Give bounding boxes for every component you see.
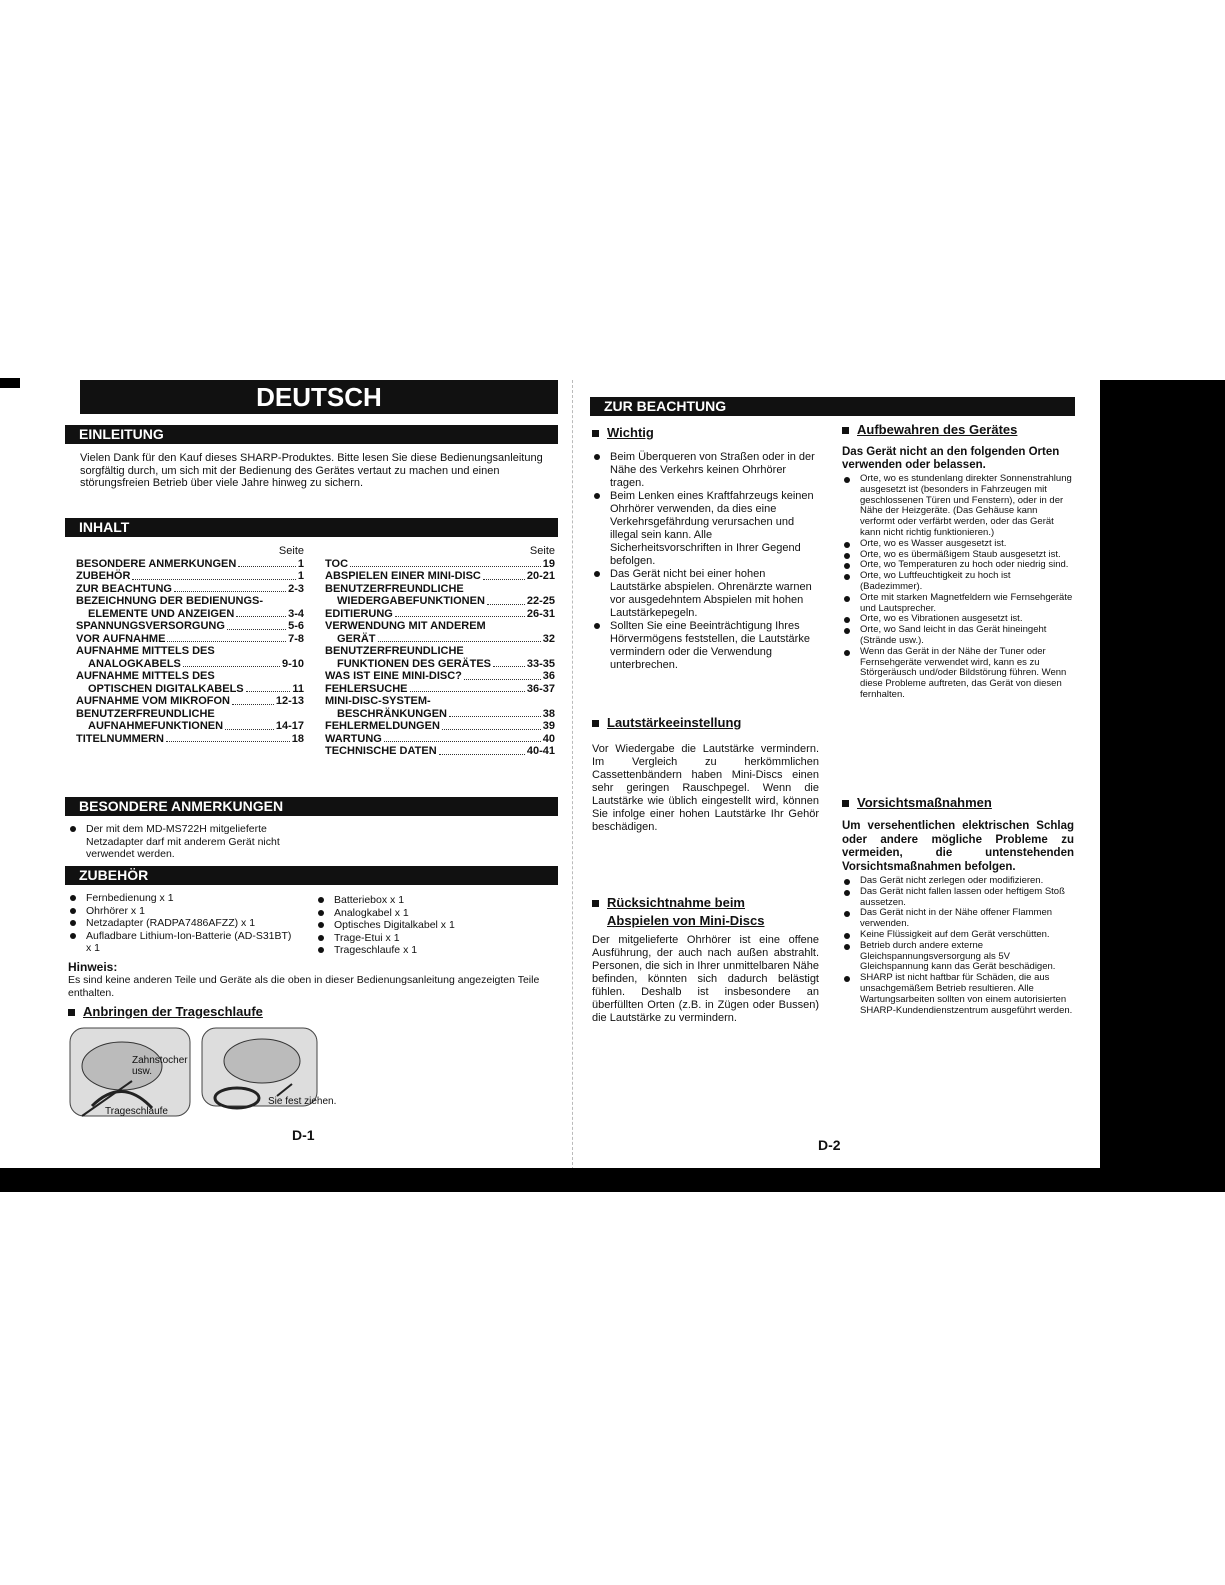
list-item: Fernbedienung x 1 — [68, 892, 298, 905]
toc-leader — [166, 733, 290, 743]
toc-leader — [246, 683, 291, 693]
list-item: Netzadapter (RADPA7486AFZZ) x 1 — [68, 917, 298, 930]
toc-entry — [76, 608, 304, 621]
toc-leader — [238, 558, 296, 568]
list-item: Beim Lenken eines Kraftfahrzeugs keinen Ohrhörer verwenden, da dies eine Verkehrsgefährdung verursachen und illegal sein kann. Alle Sicherheitsvorschriften in Ihrer Gegend befolgen. — [592, 490, 819, 568]
toc-entry-label: ABSPIELEN EINER MINI-DISC — [325, 570, 481, 582]
list-item: Der mit dem MD-MS722H mitgelieferte Netzadapter darf mit anderem Gerät nicht verwendet werden. — [68, 823, 318, 861]
toc-entry-label: TECHNISCHE DATEN — [325, 745, 437, 757]
toc-leader — [350, 558, 541, 568]
toc-leader — [449, 708, 541, 718]
toc-leader — [225, 720, 274, 730]
toc-column-2 — [325, 545, 555, 758]
toc-entry-label: BESCHRÄNKUNGEN — [337, 707, 448, 720]
toc-entry-page: 1 — [297, 557, 304, 570]
toc-leader — [487, 595, 525, 605]
toc-entry-page: 32 — [542, 632, 555, 645]
toc-page-header: Seite — [529, 545, 555, 557]
toc-entry — [76, 620, 304, 633]
aufbewahren-list — [842, 474, 1074, 701]
toc-entry-label: WARTUNG — [325, 732, 382, 745]
section-heading: BESONDERE ANMERKUNGEN — [79, 798, 284, 814]
besondere-list — [68, 823, 318, 861]
title-bar — [80, 380, 558, 414]
page-divider — [572, 380, 574, 1170]
toc-leader — [232, 695, 274, 705]
right-page — [585, 0, 1225, 1585]
section-heading: ZUBEHÖR — [79, 867, 149, 883]
toc-entry — [76, 708, 304, 721]
toc-entry-page: 12-13 — [275, 695, 304, 707]
toc-entry — [76, 733, 304, 746]
toc-entry-label: WIEDERGABEFUNKTIONEN — [337, 595, 485, 607]
toc-entry-page: 5-6 — [288, 620, 304, 632]
toc-entry — [76, 683, 304, 696]
toc-entry — [325, 558, 555, 571]
toc-entry-label: ANALOGKABELS — [88, 657, 181, 670]
toc-leader — [442, 720, 541, 730]
section-bar-inhalt — [65, 518, 558, 537]
toc-leader — [384, 733, 541, 743]
right-black-edge — [1100, 380, 1225, 1175]
toc-leader — [483, 570, 525, 580]
aufbewahren-heading: Aufbewahren des Gerätes — [842, 422, 1017, 437]
toc-entry — [325, 695, 555, 708]
ruecksicht-heading: Rücksichtnahme beim — [592, 895, 745, 910]
toc-entry — [325, 683, 555, 696]
toc-entry — [76, 645, 304, 658]
section-heading: ZUR BEACHTUNG — [604, 398, 727, 414]
zubehoer-list-1 — [68, 892, 298, 955]
section-heading: EINLEITUNG — [79, 426, 164, 442]
toc-entry-page: 1 — [297, 570, 304, 582]
toc-entry-label: ZUR BEACHTUNG — [76, 582, 172, 595]
toc-leader — [227, 620, 286, 630]
toc-entry-label: WAS IST EINE MINI-DISC? — [325, 670, 462, 682]
toc-entry-label: ZUBEHÖR — [76, 570, 131, 582]
list-item: Das Gerät nicht bei einer hohen Lautstärke abspielen. Ohrenärzte warnen vor ausgedehntem Abspielen mit hohen Lautstärkepegeln. — [592, 568, 819, 620]
toc-entry-page: 3-4 — [288, 607, 304, 620]
toc-entry-label: SPANNUNGSVERSORGUNG — [76, 620, 225, 632]
list-item: Wenn das Gerät in der Nähe der Tuner oder Fernsehgeräte verwendet wird, kann es zu Störgeräusch und/oder Bildstörung führen. Wenn diese Probleme auftreten, das Gerät von diesen fernhalten. — [842, 647, 1074, 701]
section-bar-zubehoer — [65, 866, 558, 885]
list-item: Aufladbare Lithium-Ion-Batterie (AD-S31BT) x 1 — [68, 930, 298, 955]
toc-entry-label: BEZEICHNUNG DER BEDIENUNGS- — [76, 595, 264, 607]
hinweis-text: Es sind keine anderen Teile und Geräte als die oben in dieser Bedienungsanleitung angezeigten Teile enthalten. — [68, 974, 540, 999]
toc-entry — [76, 720, 304, 733]
list-item: Trageschlaufe x 1 — [316, 944, 536, 957]
list-item: Analogkabel x 1 — [316, 907, 536, 920]
strap-label-pull: Sie fest ziehen. — [268, 1096, 337, 1107]
toc-entry — [76, 558, 304, 571]
ruecksicht-text: Der mitgelieferte Ohrhörer ist eine offene Ausführung, der auch nach außen abstrahlt. Personen, die sich in Ihrer unmittelbaren Nähe befinden, könnten sich dadurch belästigt fühlen. Deshalb ist insbesondere an überfüllten Orten (z.B. in Zügen oder Bussen) die Lautstärke zu vermindern. — [592, 934, 819, 1024]
section-heading: INHALT — [79, 519, 130, 535]
wichtig-heading: Wichtig — [592, 425, 654, 440]
toc-entry-label: OPTISCHEN DIGITALKABELS — [88, 682, 244, 695]
toc-entry — [325, 720, 555, 733]
list-item: Orte, wo es stundenlang direkter Sonnenstrahlung ausgesetzt ist (besonders in Fahrzeugen mit geschlossenen Türen und Fenstern), oder in der Nähe der Heizgeräte. (Das Gehäuse kann verformt oder verfärbt werden, oder das Gerät kann nicht richtig funktionieren.) — [842, 474, 1074, 539]
toc-entry — [325, 708, 555, 721]
strap-label-toothpick: Zahnstocher usw. — [132, 1055, 188, 1077]
toc-leader — [167, 633, 286, 643]
toc-entry-label: MINI-DISC-SYSTEM- — [325, 695, 431, 707]
toc-entry-label: AUFNAHMEFUNKTIONEN — [88, 720, 224, 732]
left-page — [0, 0, 600, 1585]
list-item: Batteriebox x 1 — [316, 894, 536, 907]
list-item: Das Gerät nicht zerlegen oder modifizieren. — [842, 876, 1074, 887]
list-item: Das Gerät nicht fallen lassen oder heftigem Stoß aussetzen. — [842, 887, 1074, 909]
einleitung-text: Vielen Dank für den Kauf dieses SHARP-Produktes. Bitte lesen Sie diese Bedienungsanleitung sorgfältig durch, um sich mit der Bedienung des Gerätes vertaut zu machen und einen störungsfreien Betrieb über viele Jahre hinweg zu sichern. — [80, 452, 543, 489]
list-item: Orte, wo es Vibrationen ausgesetzt ist. — [842, 614, 1074, 625]
toc-entry-page: 14-17 — [275, 720, 304, 732]
toc-entry — [325, 583, 555, 596]
toc-entry-label: AUFNAHME VOM MIKROFON — [76, 695, 230, 707]
section-bar-zur-beachtung — [590, 397, 1075, 416]
toc-entry-page: 18 — [291, 732, 304, 745]
laut-heading: Lautstärkeeinstellung — [592, 715, 741, 730]
section-bar-besondere — [65, 797, 558, 816]
toc-entry-label: BENUTZERFREUNDLICHE — [325, 582, 464, 595]
toc-column-1 — [76, 545, 304, 745]
vorsicht-list — [842, 876, 1074, 1016]
toc-entry-label: BESONDERE ANMERKUNGEN — [76, 557, 237, 570]
toc-entry-page: 19 — [542, 557, 555, 570]
toc-entry-label: ELEMENTE UND ANZEIGEN — [88, 607, 235, 620]
toc-page-header: Seite — [278, 545, 304, 557]
toc-entry — [325, 645, 555, 658]
toc-entry — [76, 695, 304, 708]
toc-entry-page: 26-31 — [526, 607, 555, 620]
toc-entry — [325, 570, 555, 583]
list-item: SHARP ist nicht haftbar für Schäden, die aus unsachgemäßem Betrieb resultieren. Alle Wartungsarbeiten sollten von einem autorisierten SHARP-Kundendienstzentrum ausgeführt werden. — [842, 973, 1074, 1016]
toc-entry — [76, 633, 304, 646]
toc-entry-page: 36 — [542, 670, 555, 682]
toc-entry-page: 2-3 — [288, 582, 304, 595]
toc-entry-page: 40-41 — [526, 745, 555, 757]
toc-entry-label: TITELNUMMERN — [76, 732, 164, 745]
toc-entry-label: AUFNAHME MITTELS DES — [76, 670, 215, 682]
toc-entry-page: 9-10 — [281, 657, 304, 670]
toc-entry — [325, 745, 555, 758]
hinweis-label: Hinweis: — [68, 960, 118, 974]
toc-entry — [76, 570, 304, 583]
toc-leader — [236, 608, 286, 618]
list-item: Optisches Digitalkabel x 1 — [316, 919, 536, 932]
toc-leader — [464, 670, 541, 680]
toc-leader — [183, 658, 280, 668]
toc-entry-label: VOR AUFNAHME — [76, 632, 166, 645]
toc-entry-label: BENUTZERFREUNDLICHE — [76, 707, 215, 720]
list-item: Beim Überqueren von Straßen oder in der Nähe des Verkehrs keinen Ohrhörer tragen. — [592, 451, 819, 490]
toc-leader — [493, 658, 525, 668]
list-item: Orte, wo Sand leicht in das Gerät hineingeht (Strände usw.). — [842, 625, 1074, 647]
list-item: Orte, wo es übermäßigem Staub ausgesetzt ist. — [842, 550, 1074, 561]
toc-entry-label: EDITIERUNG — [325, 607, 393, 620]
toc-entry — [76, 583, 304, 596]
toc-entry — [76, 595, 304, 608]
vorsicht-intro: Um versehentlichen elektrischen Schlag oder andere mögliche Probleme zu vermeiden, die untenstehenden Vorsichtsmaßnahmen befolgen. — [842, 820, 1074, 873]
list-item: Ohrhörer x 1 — [68, 905, 298, 918]
page-number-left: D-1 — [292, 1127, 315, 1143]
toc-entry-page: 7-8 — [288, 632, 304, 645]
list-item: Sollten Sie eine Beeinträchtigung Ihres Hörvermögens feststellen, die Lautstärke vermindern oder die Verwendung unterbrechen. — [592, 620, 819, 672]
toc-entry-page: 40 — [542, 732, 555, 745]
vorsicht-heading: Vorsichtsmaßnahmen — [842, 795, 992, 810]
toc-leader — [174, 583, 286, 593]
toc-entry — [325, 733, 555, 746]
toc-leader — [410, 683, 525, 693]
toc-entry-label: AUFNAHME MITTELS DES — [76, 645, 215, 657]
toc-entry-label: FUNKTIONEN DES GERÄTES — [337, 657, 492, 670]
toc-leader — [378, 633, 541, 643]
toc-entry-label: GERÄT — [337, 632, 376, 645]
ruecksicht-heading-2: Abspielen von Mini-Discs — [607, 913, 765, 928]
list-item: Keine Flüssigkeit auf dem Gerät verschütten. — [842, 930, 1074, 941]
bottom-band — [0, 1168, 1225, 1192]
page-number-right: D-2 — [818, 1137, 841, 1153]
strap-label-strap: Trageschlaufe — [105, 1106, 168, 1117]
laut-text: Vor Wiedergabe die Lautstärke vermindern. Im Vergleich zu herkömmlichen Cassettenbändern haben Mini-Discs einen sehr geringen Rauschpegel. Wenn die Lautstärke wie üblich eingestellt wird, können Sie infolge einer hohen Lautstärke Ihr Gehör beschädigen. — [592, 743, 819, 833]
toc-entry-label: TOC — [325, 557, 349, 570]
toc-entry — [325, 633, 555, 646]
toc-entry-page: 36-37 — [526, 682, 555, 695]
toc-entry-label: FEHLERMELDUNGEN — [325, 720, 440, 732]
wichtig-list — [592, 451, 819, 672]
toc-entry — [76, 658, 304, 671]
list-item: Orte, wo es Wasser ausgesetzt ist. — [842, 539, 1074, 550]
section-bar-einleitung — [65, 425, 558, 444]
toc-entry-page: 22-25 — [526, 595, 555, 607]
toc-entry-label: BENUTZERFREUNDLICHE — [325, 645, 464, 657]
page-title: DEUTSCH — [256, 382, 382, 412]
toc-entry-page: 39 — [542, 720, 555, 732]
toc-leader — [439, 745, 525, 755]
toc-entry — [325, 595, 555, 608]
aufbewahren-intro: Das Gerät nicht an den folgenden Orten verwenden oder belassen. — [842, 446, 1060, 471]
list-item: Orte, wo Luftfeuchtigkeit zu hoch ist (Badezimmer). — [842, 571, 1074, 593]
list-item: Betrieb durch andere externe Gleichspannungsversorgung als 5V Gleichspannung kann das Gerät beschädigen. — [842, 941, 1074, 973]
toc-entry — [325, 608, 555, 621]
toc-entry — [325, 658, 555, 671]
toc-entry-page: 20-21 — [526, 570, 555, 582]
anbringen-heading: Anbringen der Trageschlaufe — [68, 1004, 263, 1019]
toc-entry-page: 11 — [292, 682, 304, 695]
toc-entry — [325, 620, 555, 633]
toc-entry-page: 38 — [542, 707, 555, 720]
list-item: Orte mit starken Magnetfeldern wie Fernsehgeräte und Lautsprecher. — [842, 593, 1074, 615]
list-item: Das Gerät nicht in der Nähe offener Flammen verwenden. — [842, 908, 1074, 930]
toc-entry — [76, 670, 304, 683]
toc-entry — [325, 670, 555, 683]
toc-entry-label: FEHLERSUCHE — [325, 682, 408, 695]
left-black-edge — [0, 378, 20, 388]
toc-leader — [132, 570, 295, 580]
list-item: Trage-Etui x 1 — [316, 932, 536, 945]
toc-leader — [395, 608, 525, 618]
zubehoer-list-2 — [316, 894, 536, 957]
toc-entry-label: VERWENDUNG MIT ANDEREM — [325, 620, 486, 632]
toc-entry-page: 33-35 — [526, 657, 555, 670]
list-item: Orte, wo Temperaturen zu hoch oder niedrig sind. — [842, 560, 1074, 571]
